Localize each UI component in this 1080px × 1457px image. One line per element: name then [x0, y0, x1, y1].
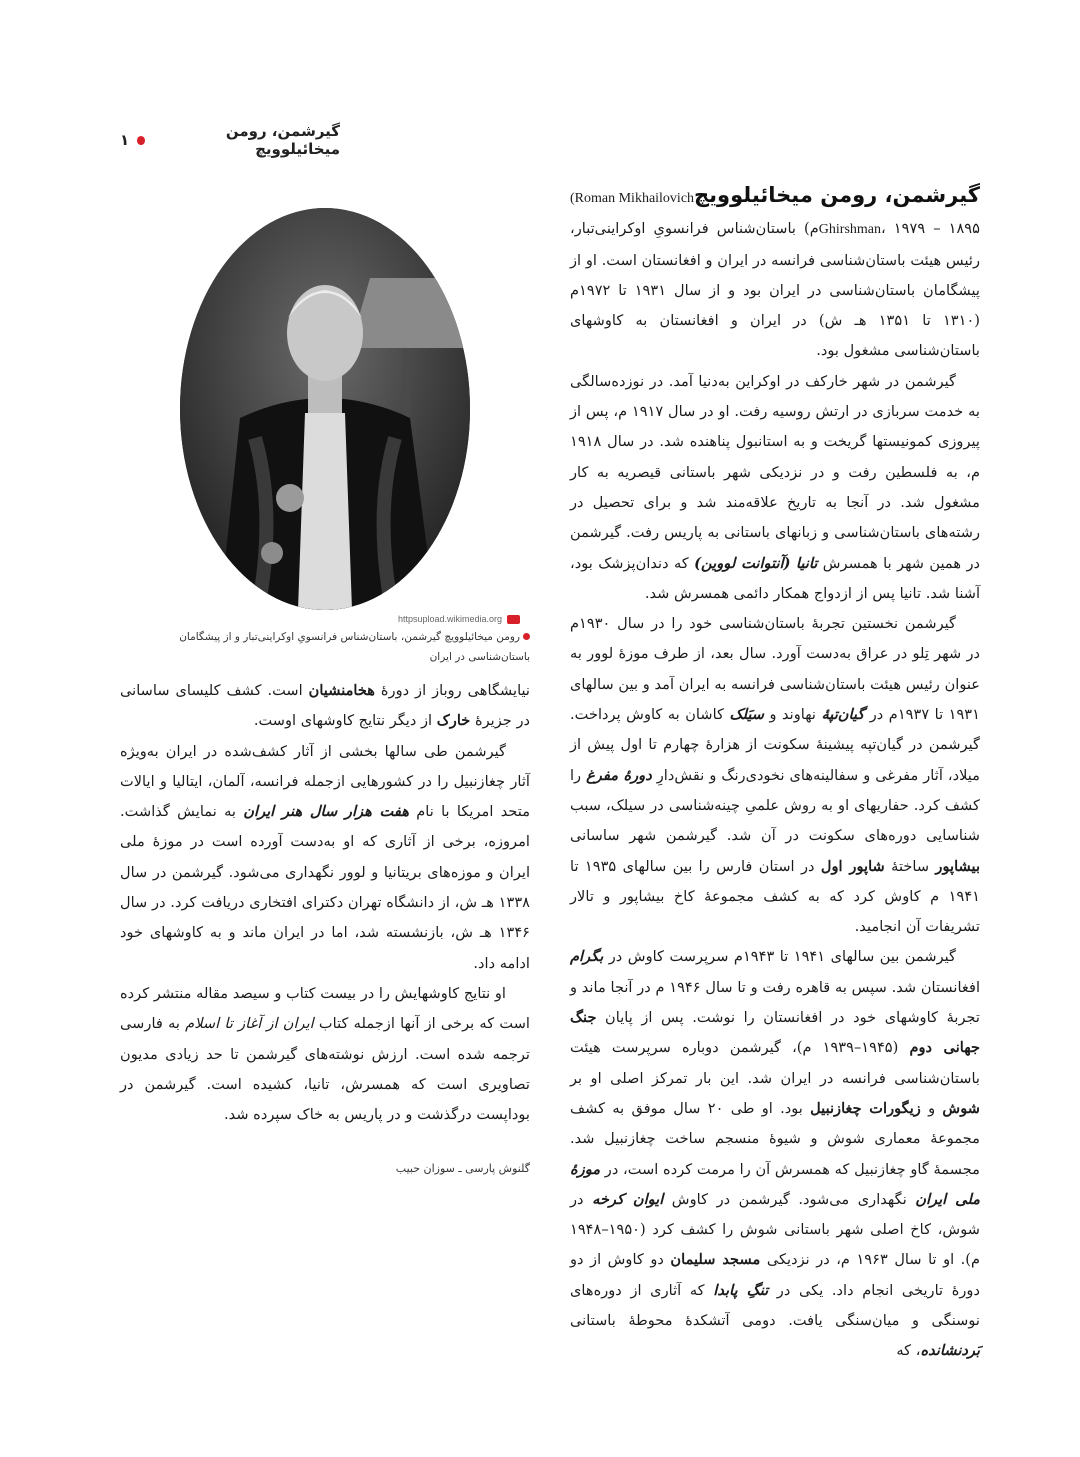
- running-title: گیرشمن، رومن میخائیلوویچ: [225, 122, 340, 158]
- photo-credit: [120, 614, 520, 624]
- photo-caption-text: رومن میخائیلوویچ گیرشمن، باستان‌شناس فرانسویِ اوکراینی‌تبار و از پیشگامان باستان‌شناسی در ایران: [179, 631, 530, 663]
- article-title-line: [570, 180, 980, 214]
- camera-icon: [507, 615, 520, 624]
- tania-name: تانیا: [795, 554, 818, 572]
- exhibitions-paragraph: گیرشمن طی سالها بخشی از آثار کشف‌شده در ایران به‌ویژه آثار چغازنبیل را در کشورهایی ازجمله فرانسه، آلمان، ایتالیا و ایالات متحد امریکا با نام هفت هزار سال هنر ایران به نمایش گذاشت. امروزه، برخی از آثاری که او به‌دست آورده است در موزهٔ ملی ایران و موزه‌های بریتانیا و لوور نگهداری می‌شود. گیرشمن در سال ۱۳۳۸ هـ ش، از دانشگاه تهران دکترای افتخاری دریافت کرد. در سال ۱۳۴۶ هـ ش، بازنشسته شد، اما در ایران ماند و به کاوشهای خود ادامه داد.: [120, 742, 531, 972]
- red-dot-icon: [137, 136, 145, 145]
- running-head: [120, 122, 340, 158]
- achaemenid-paragraph: نیایشگاهی روباز از دورهٔ هخامنشیان است. کشف کلیسای ساسانی در جزیرهٔ خارک از دیگر نتایج کاوشهای اوست.: [120, 682, 530, 730]
- biography-paragraph: گیرشمن در شهر خارکف در اوکراین به‌دنیا آمد. در نوزده‌سالگی به خدمت سربازی در ارتش روسیه رفت. او در سال ۱۹۱۷ م، پس از پیروزی کمونیستها گریخت و به استانبول پناهنده شد. در سال ۱۹۱۸ م، به فلسطین رفت و در نزدیکی شهر باستانی قیصریه به کار مشغول شد. در آنجا به تاریخ علاقه‌مند شد و برای تحصیل در رشته‌های باستان‌شناسی و زبانهای باستانی به پاریس رفت. گیرشمن در همین شهر با همسرش تانیا (آنتوانت لووین) که دندان‌پزشک بود، آشنا شد. تانیا پس از ازدواج همکار دائمی همسرش شد.: [570, 372, 980, 602]
- article-authors: گلنوش پارسی ـ سوزان حبیب: [395, 1162, 530, 1175]
- early-excavations-paragraph: گیرشمن نخستین تجربهٔ باستان‌شناسی خود را در سال ۱۹۳۰م در شهر تِلو در عراق به‌دست آورد. سال بعد، از طرف موزهٔ لوور به عنوان رئیس هیئت باستان‌شناسی فرانسه به ایران آمد و بین سالهای ۱۹۳۱ تا ۱۹۳۷م در گیان‌تپهٔ نهاوند و سیَلک کاشان به کاوش پرداخت. گیرشمن در گیان‌تپه پیشینهٔ سکونت از هزارهٔ چهارم تا اول پیش از میلاد، آثار مفرغی و سفالینه‌های نخودی‌رنگ و نقش‌دارِ دورهٔ مفرغ را کشف کرد. حفاریهای او به روش علمیِ چینه‌شناسی در سیلک، سبب شناسایی دوره‌های سکونت در آن شد. گیرشمن شهر ساسانی بیشاپور ساختهٔ شاپور اول در استان فارس را بین سالهای ۱۹۳۵ تا ۱۹۴۱ م کاوش کرد که به کشف مجموعهٔ کاخ بیشاپور و تالار تشریفات آن انجامید.: [570, 615, 981, 936]
- antoinette-name: (آنتوانت لووین): [694, 554, 791, 572]
- publications-paragraph: او نتایج کاوشهایش را در بیست کتاب و سیصد مقاله منتشر کرده است که برخی از آنها ازجمله کتاب ایران از آغاز تا اسلام به فارسی ترجمه شده است. ارزش نوشته‌های گیرشمن تا حد زیادی مدیون تصاویری است که همسرش، تانیا، کشیده است. گیرشمن در بوداپست درگذشت و در پاریس به خاک سپرده شد.: [120, 984, 530, 1124]
- red-dot-icon: [523, 633, 530, 640]
- photo-caption: [120, 627, 530, 667]
- latin-name-1: (Roman Mikhailovich: [570, 191, 695, 206]
- article-title: گیرشمن، رومن میخائیلوویچ: [694, 183, 980, 207]
- right-column: [570, 180, 980, 1367]
- later-excavations-paragraph: گیرشمن بین سالهای ۱۹۴۱ تا ۱۹۴۳م سرپرست کاوش در بگرام افغانستان شد. سپس به قاهره رفت و تا سال ۱۹۴۶ م در آنجا ماند و تجربهٔ کاوشهای خود در افغانستان را نوشت. پس از پایان جنگ جهانی دوم (۱۹۴۵–۱۹۳۹ م)، گیرشمن دوباره سرپرست هیئت باستان‌شناسی فرانسه در ایران شد. این بار تمرکز اصلی او بر شوش و زیگورات چغازنبیل بود. او طی ۲۰ سال موفق به کشف مجموعهٔ معماری شوش و شیوهٔ منسجم ساخت چغازنبیل شد. مجسمهٔ گاو چغازنبیل که همسرش آن را مرمت کرده است، در موزهٔ ملی ایران نگهداری می‌شود. گیرشمن در کاوش ایوان کرخه در شوش، کاخ اصلی شهر باستانی شوش را کشف کرد (۱۹۵۰–۱۹۴۸ م). او تا سال ۱۹۶۳ م، در نزدیکی مسجد سلیمان دو کاوش از دو دورهٔ تاریخی انجام داد. یکی در تنگِ پابدا که آثاری از دوره‌های نوسنگی و میان‌سنگی یافت. دومی آتشکدهٔ محوطهٔ باستانی بَردنشانده، که: [570, 948, 981, 1360]
- page-number: ۱: [120, 131, 130, 149]
- portrait-illustration: [180, 208, 470, 610]
- latin-name-2: Ghirshman: [818, 222, 881, 238]
- portrait-photo: [180, 208, 470, 610]
- photo-credit-text: httpsupload.wikimedia.org: [397, 614, 502, 624]
- left-column: [120, 676, 530, 1130]
- intro-paragraph: Ghirshman، ۱۹۷۹ – ۱۸۹۵م) باستان‌شناس فرانسویِ اوکراینی‌تبار، رئیس هیئت باستان‌شناسی فرانسه در ایران و افغانستان است. او از پیشگامان باستان‌شناسی در ایران بود و از سال ۱۹۳۱ تا ۱۹۷۲م (۱۳۱۰ تا ۱۳۵۱ هـ ش) در ایران و افغانستان به کاوشهای باستان‌شناسی مشغول بود.: [570, 220, 980, 360]
